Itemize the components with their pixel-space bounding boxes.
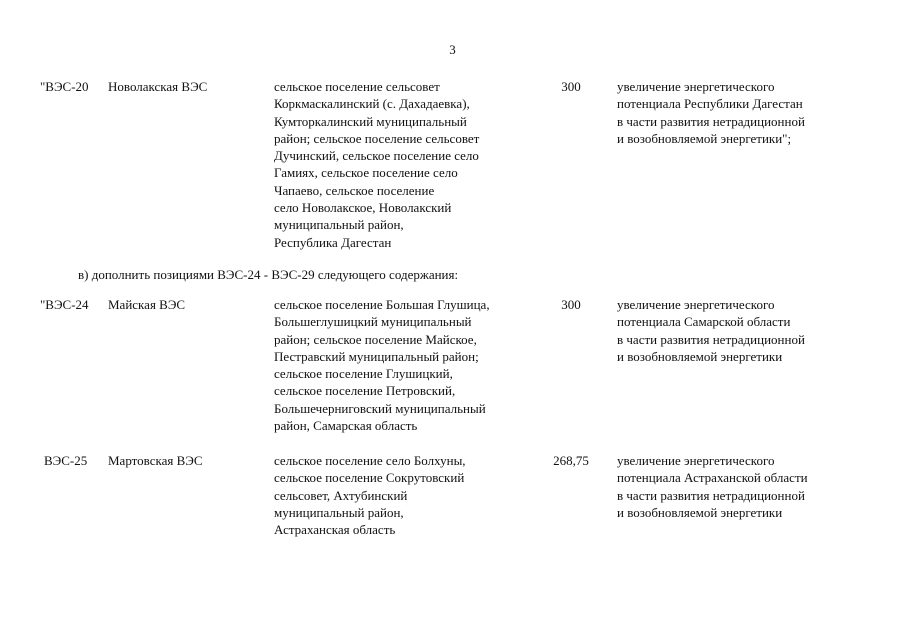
location-line: Большечерниговский муниципальный xyxy=(274,400,486,416)
facility-location xyxy=(274,452,466,538)
location-line: Пестравский муниципальный район; xyxy=(274,348,479,364)
amendment-instruction: в) дополнить позициями ВЭС-24 - ВЭС-29 следующего содержания: xyxy=(78,267,459,282)
location-line: Кумторкалинский муниципальный xyxy=(274,113,467,129)
purpose-line: в части развития нетрадиционной xyxy=(617,331,805,347)
purpose-line: и возобновляемой энергетики xyxy=(617,348,783,364)
purpose-line: увеличение энергетического xyxy=(617,79,775,94)
facility-location xyxy=(274,296,490,434)
facility-purpose xyxy=(617,296,805,365)
location-line: Республика Дагестан xyxy=(274,234,392,250)
location-line: Астраханская область xyxy=(274,522,396,538)
page-number: 3 xyxy=(449,42,456,57)
facility-name: Мартовская ВЭС xyxy=(108,453,203,468)
facility-purpose xyxy=(617,452,808,521)
location-line: село Новолакское, Новолакский xyxy=(274,200,452,216)
purpose-line: увеличение энергетического xyxy=(617,297,775,312)
facility-name: Новолакская ВЭС xyxy=(108,79,208,94)
location-line: Гамиях, сельское поселение село xyxy=(274,165,458,181)
location-line: сельское поселение Большая Глушица, xyxy=(274,297,490,312)
facility-power: 300 xyxy=(561,297,581,312)
facility-power: 268,75 xyxy=(553,453,589,468)
location-line: сельское поселение село Болхуны, xyxy=(274,453,466,468)
location-line: муниципальный район, xyxy=(274,217,404,233)
location-line: Дучинский, сельское поселение село xyxy=(274,148,479,164)
purpose-line: потенциала Самарской области xyxy=(617,314,791,330)
facility-code: "ВЭС-20 xyxy=(40,79,89,94)
purpose-line: потенциала Астраханской области xyxy=(617,470,808,486)
location-line: район; сельское поселение сельсовет xyxy=(274,130,480,146)
purpose-line: и возобновляемой энергетики xyxy=(617,504,783,520)
facility-code: ВЭС-25 xyxy=(44,453,88,468)
location-line: муниципальный район, xyxy=(274,504,404,520)
facility-power: 300 xyxy=(561,79,581,94)
purpose-line: и возобновляемой энергетики"; xyxy=(617,130,792,146)
purpose-line: в части развития нетрадиционной xyxy=(617,487,805,503)
location-line: сельское поселение сельсовет xyxy=(274,79,440,94)
purpose-line: потенциала Республики Дагестан xyxy=(617,96,803,112)
location-line: район, Самарская область xyxy=(274,418,418,434)
location-line: сельское поселение Петровский, xyxy=(274,383,456,399)
facility-name: Майская ВЭС xyxy=(108,297,186,312)
location-line: Чапаево, сельское поселение xyxy=(274,182,435,198)
location-line: Коркмаскалинский (с. Дахадаевка), xyxy=(274,96,470,112)
facility-code: "ВЭС-24 xyxy=(40,297,89,312)
location-line: район; сельское поселение Майское, xyxy=(274,331,477,347)
location-line: сельсовет, Ахтубинский xyxy=(274,487,408,503)
purpose-line: в части развития нетрадиционной xyxy=(617,113,805,129)
location-line: сельское поселение Сокрутовский xyxy=(274,470,465,486)
facility-location xyxy=(274,78,479,251)
location-line: сельское поселение Глушицкий, xyxy=(274,366,453,382)
purpose-line: увеличение энергетического xyxy=(617,453,775,468)
facility-purpose xyxy=(617,78,805,147)
location-line: Большеглушицкий муниципальный xyxy=(274,314,472,330)
